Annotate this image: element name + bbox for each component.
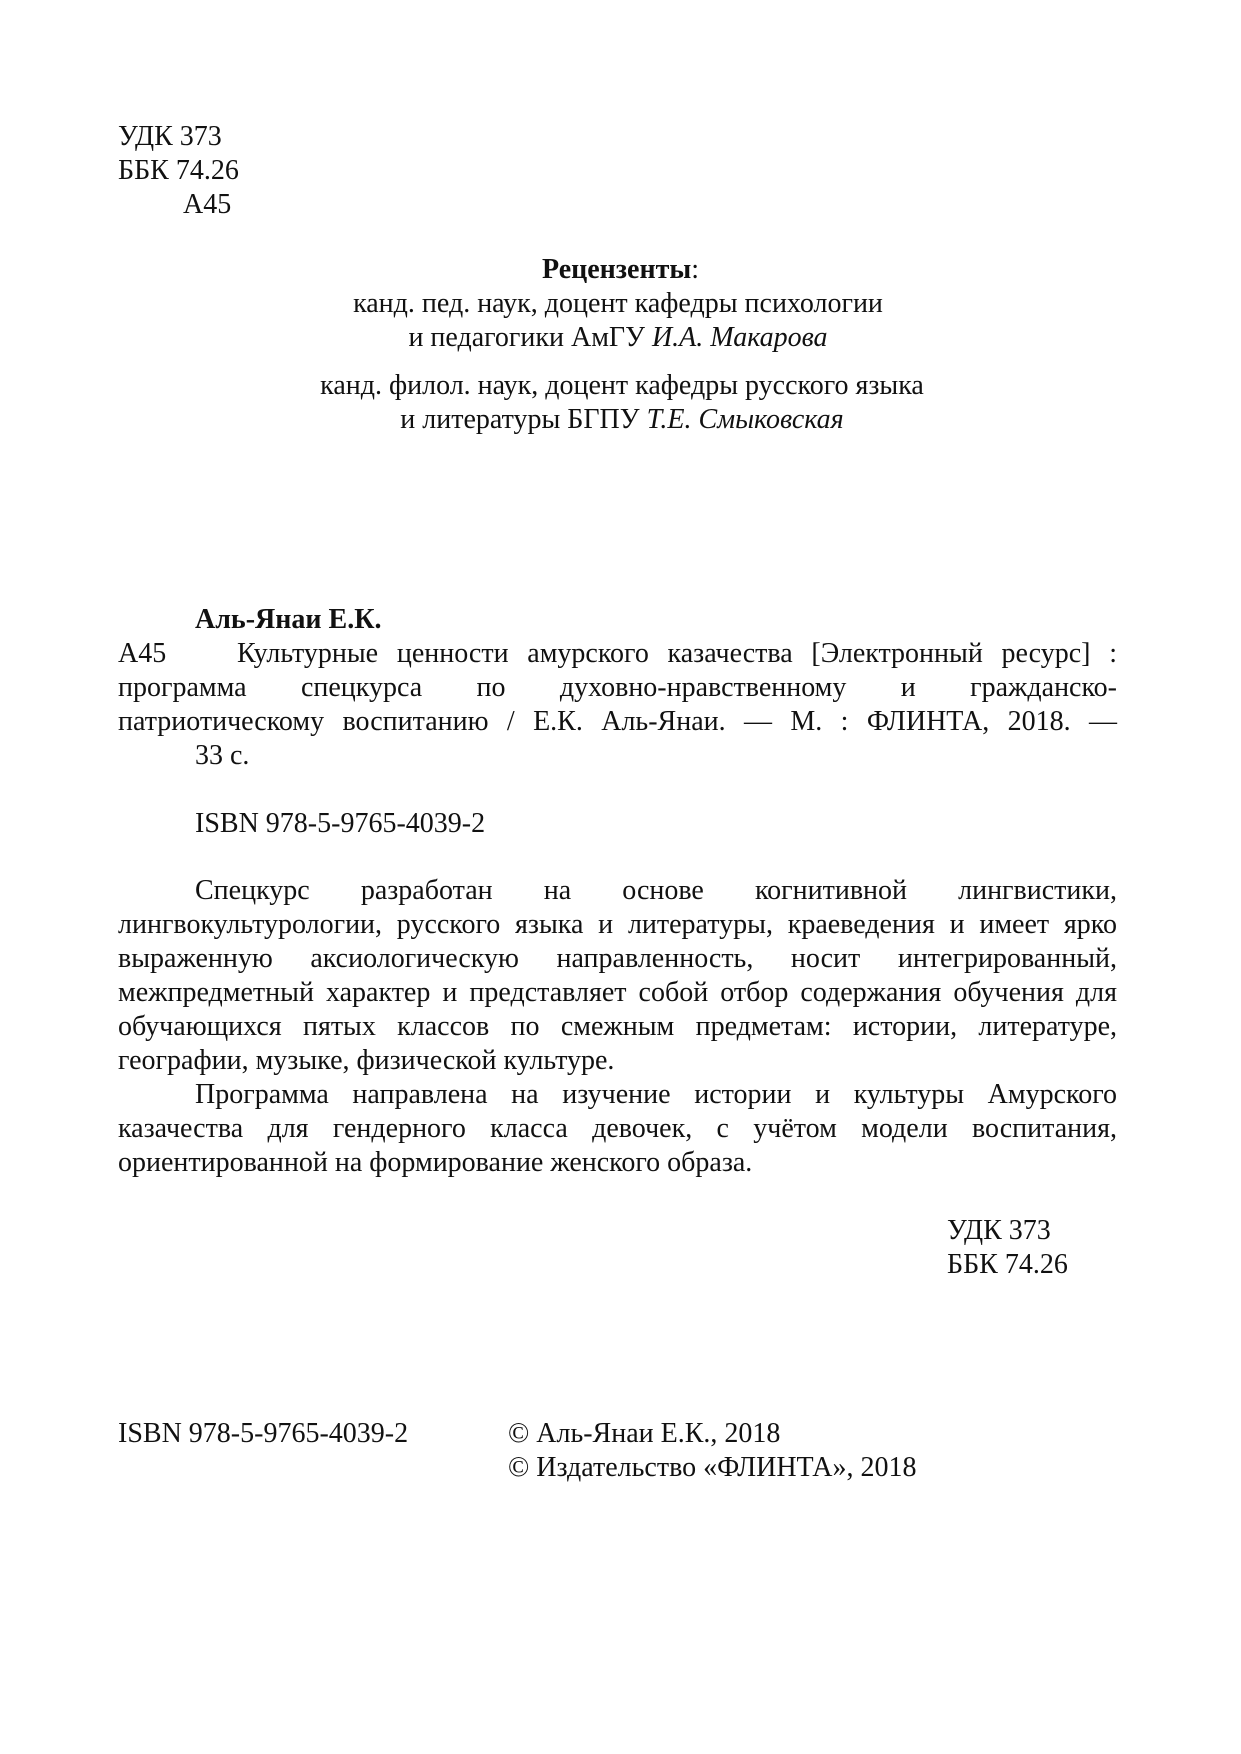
author-mark-top: А45 xyxy=(183,189,232,220)
reviewers-title: Рецензенты xyxy=(541,254,692,285)
udk-code-bottom: УДК 373 xyxy=(947,1215,1051,1246)
record-isbn: ISBN 978-5-9765-4039-2 xyxy=(195,808,486,839)
abstract-p2-line1: Программа направлена на изучение истории и культуры Амурского xyxy=(195,1079,1117,1110)
reviewers-title-colon: : xyxy=(691,254,700,285)
reviewer1-line2 xyxy=(0,321,1236,355)
abstract-p1-line5: обучающихся пятых классов по смежным предметам: истории, литературе, xyxy=(118,1011,1117,1042)
abstract-p2-line3: ориентированной на формирование женского образа. xyxy=(118,1147,753,1178)
reviewer2-affiliation: и литературы БГПУ xyxy=(400,404,647,435)
bbk-code-top: ББК 74.26 xyxy=(118,155,239,186)
abstract-p1-line6: географии, музыке, физической культуре. xyxy=(118,1045,615,1076)
record-line3: патриотическому воспитанию / Е.К. Аль-Янаи. — М. : ФЛИНТА, 2018. — xyxy=(118,706,1117,737)
reviewer2-line1: канд. филол. наук, доцент кафедры русского языка xyxy=(320,370,924,401)
abstract-p1-line2: лингвокультурологии, русского языка и литературы, краеведения и имеет ярко xyxy=(118,909,1117,940)
bbk-code-bottom: ББК 74.26 xyxy=(947,1249,1068,1280)
record-line1: Культурные ценности амурского казачества [Электронный ресурс] : xyxy=(237,638,1117,669)
author-copyright: © Аль-Янаи Е.К., 2018 xyxy=(508,1418,781,1449)
record-line4: 33 с. xyxy=(195,740,250,771)
abstract-p1-line4: межпредметный характер и представляет собой отбор содержания обучения для xyxy=(118,977,1117,1008)
publisher-copyright: © Издательство «ФЛИНТА», 2018 xyxy=(508,1452,917,1483)
reviewer1-name: И.А. Макарова xyxy=(651,322,828,353)
abstract-p2-line2: казачества для гендерного класса девочек, с учётом модели воспитания, xyxy=(118,1113,1117,1144)
record-author: Аль-Янаи Е.К. xyxy=(195,604,382,635)
reviewer1-affiliation: и педагогики АмГУ xyxy=(408,322,652,353)
reviewers-heading xyxy=(0,253,1241,287)
abstract-p1-line1: Спецкурс разработан на основе когнитивной лингвистики, xyxy=(195,875,1117,906)
reviewer2-name: Т.Е. Смыковская xyxy=(646,404,844,435)
abstract-p1-line3: выраженную аксиологическую направленность, носит интегрированный, xyxy=(118,943,1117,974)
reviewer1-line1: канд. пед. наук, доцент кафедры психологии xyxy=(353,288,883,319)
record-line2: программа спецкурса по духовно-нравственному и гражданско- xyxy=(118,672,1117,703)
copyright-isbn: ISBN 978-5-9765-4039-2 xyxy=(118,1418,409,1449)
reviewer2-line2 xyxy=(0,403,1241,437)
udk-code-top: УДК 373 xyxy=(118,121,222,152)
record-author-mark: А45 xyxy=(118,638,167,669)
